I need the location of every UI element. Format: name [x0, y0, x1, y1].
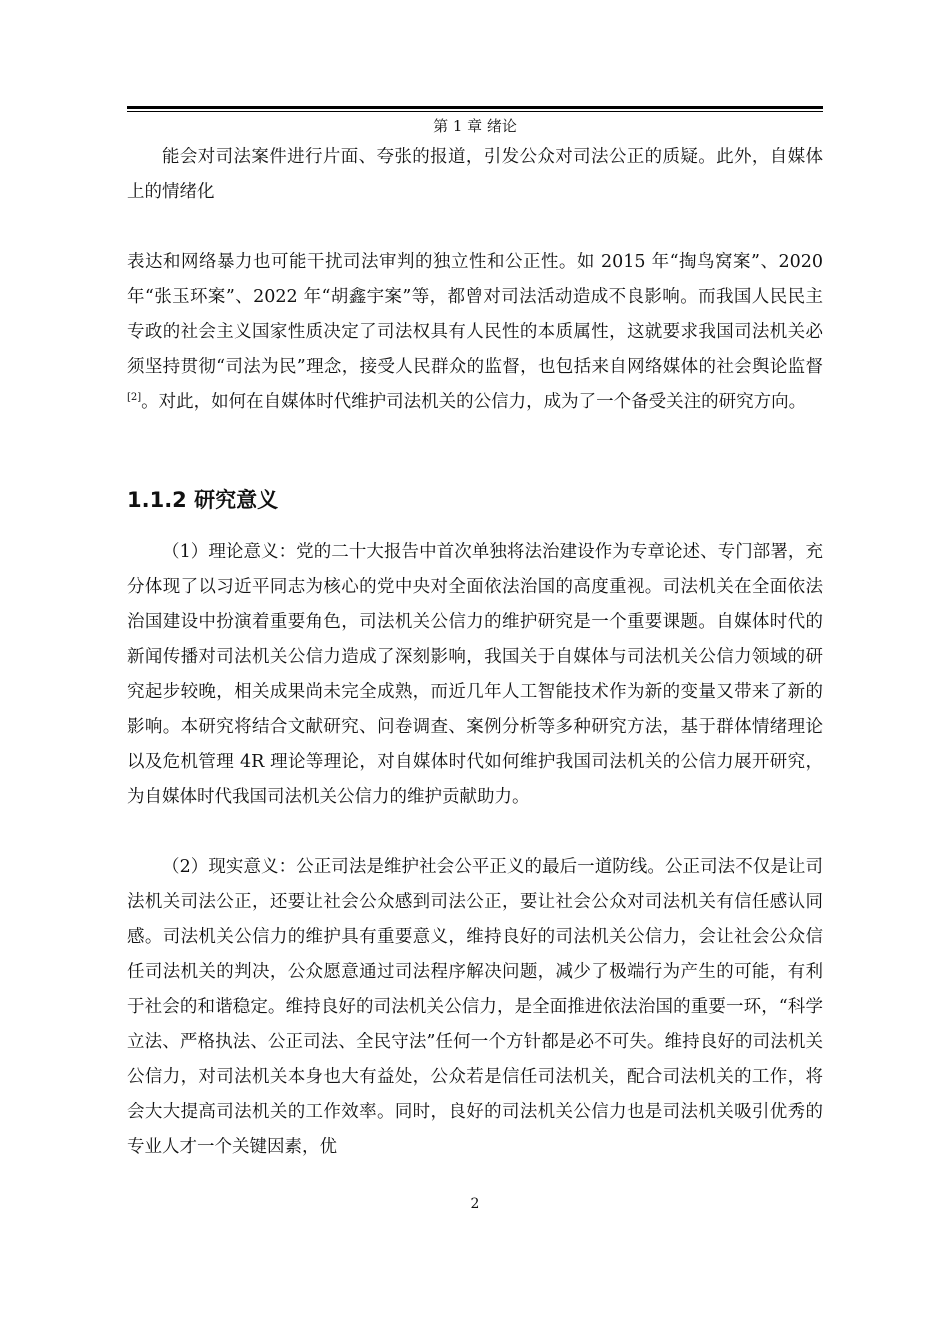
paragraph-continued: 能会对司法案件进行片面、夸张的报道，引发公众对司法公正的质疑。此外，自媒体上的情绪化	[127, 147, 823, 202]
header-rule-thin	[127, 111, 823, 112]
paragraph-theoretical-significance: （1）理论意义：党的二十大报告中首次单独将法治建设作为专章论述、专门部署，充分体现了以习近平同志为核心的党中央对全面依法治国的高度重视。司法机关在全面依法治国建设中扮演着重要角色，司法机关公信力的维护研究是一个重要课题。自媒体时代的新闻传播对司法机关公信力造成了深刻影响，我国关于自媒体与司法机关公信力领域的研究起步较晚，相关成果尚未完全成熟，而近几年人工智能技术作为新的变量又带来了新的影响。本研究将结合文献研究、问卷调查、案例分析等多种研究方法，基于群体情绪理论以及危机管理 4R 理论等理论，对自媒体时代如何维护我国司法机关的公信力展开研究，为自媒体时代我国司法机关公信力的维护贡献助力。	[127, 542, 823, 807]
running-header-title: 第 1 章 绪论	[433, 117, 517, 135]
page-number: 2	[470, 1196, 480, 1212]
paragraph-media-influence	[127, 245, 823, 420]
header-rule-thick	[127, 106, 823, 109]
paragraph-practical-significance: （2）现实意义：公正司法是维护社会公平正义的最后一道防线。公正司法不仅是让司法机关司法公正，还要让社会公众感到司法公正，要让社会公众对司法机关有信任感认同感。司法机关公信力的维护具有重要意义，维持良好的司法机关公信力，会让社会公众信任司法机关的判决，公众愿意通过司法程序解决问题，减少了极端行为产生的可能，有利于社会的和谐稳定。维持良好的司法机关公信力，是全面推进依法治国的重要一环，“科学立法、严格执法、公正司法、全民守法”任何一个方针都是必不可失。维持良好的司法机关公信力，对司法机关本身也大有益处，公众若是信任司法机关，配合司法机关的工作，将会大大提高司法机关的工作效率。同时，良好的司法机关公信力也是司法机关吸引优秀的专业人才一个关键因素，优	[127, 857, 823, 1157]
section-heading: 1.1.2 研究意义	[127, 488, 279, 512]
citation-ref: [2]	[127, 392, 142, 404]
paragraph-media-influence-tail: 。对此，如何在自媒体时代维护司法机关的公信力，成为了一个备受关注的研究方向。	[141, 392, 807, 412]
paragraph-media-influence-text: 表达和网络暴力也可能干扰司法审判的独立性和公正性。如 2015 年“掏鸟窝案”、2020 年“张玉环案”、2022 年“胡鑫宇案”等，都曾对司法活动造成不良影响。而我国人民民主专政的社会主义国家性质决定了司法权具有人民性的本质属性，这就要求我国司法机关必须坚持贯彻“司法为民”理念，接受人民群众的监督，也包括来自网络媒体的社会舆论监督	[127, 252, 823, 377]
